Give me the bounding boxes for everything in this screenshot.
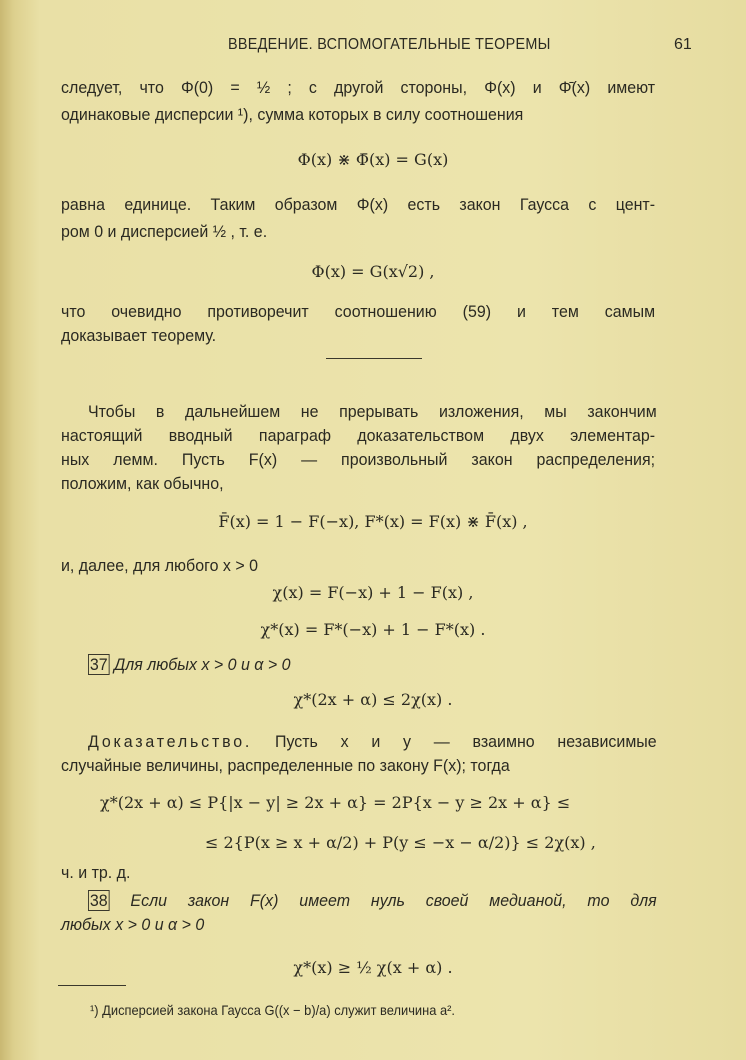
theorem-number: 38 [89, 891, 108, 910]
text-line: настоящий вводный параграф доказательством двух элементар- [61, 426, 656, 445]
equation: χ*(2x + α) ≤ 2χ(x) . [293, 690, 453, 709]
equation: χ*(2x + α) ≤ P{|x − y| ≥ 2x + α} = 2P{x − y ≥ 2x + α} ≤ [100, 793, 571, 812]
text-line: и, далее, для любого x > 0 [61, 556, 258, 575]
equation: Φ(x) = G(x√2) , [311, 262, 435, 281]
equation: χ*(x) = F*(−x) + 1 − F*(x) . [260, 620, 486, 639]
theorem-number: 37 [89, 655, 108, 674]
equation: Φ(x) ⋇ Φ̄(x) = G(x) [297, 150, 449, 169]
running-title: ВВЕДЕНИЕ. ВСПОМОГАТЕЛЬНЫЕ ТЕОРЕМЫ [228, 36, 551, 53]
text-line: ром 0 и дисперсией ½ , т. е. [61, 222, 268, 241]
theorem-38 [88, 891, 657, 911]
text-line: одинаковые дисперсии ¹), сумма которых в силу соотношения [61, 105, 524, 124]
theorem-text: Если закон F(x) имеет нуль своей медианой, то для [130, 891, 657, 910]
text-line: положим, как обычно, [61, 474, 224, 493]
text-line: доказывает теорему. [61, 326, 217, 345]
text-line: ных лемм. Пусть F(x) — произвольный закон распределения; [61, 450, 656, 469]
equation: χ*(x) ≥ ½ χ(x + α) . [293, 958, 453, 977]
text-line: следует, что Φ(0) = ½ ; с другой стороны, Φ(x) и Φ̄(x) имеют [61, 78, 656, 97]
section-divider [326, 358, 422, 359]
proof-text: Пусть x и y — взаимно независимые [274, 732, 657, 751]
equation: χ(x) = F(−x) + 1 − F(x) , [272, 583, 474, 602]
text-line: Чтобы в дальнейшем не прерывать изложения, мы закончим [88, 402, 657, 421]
text-line: случайные величины, распределенные по закону F(x); тогда [61, 756, 510, 775]
equation: F̄(x) = 1 − F(−x), F*(x) = F(x) ⋇ F̄(x) , [218, 512, 528, 531]
text-line: равна единице. Таким образом Φ(x) есть закон Гаусса с цент- [61, 195, 656, 214]
theorem-37 [88, 655, 657, 675]
text-line: любых x > 0 и α > 0 [61, 915, 205, 934]
text-line: ч. и тр. д. [61, 863, 131, 882]
proof-label: Доказательство. [88, 732, 253, 751]
text-line: что очевидно противоречит соотношению (59) и тем самым [61, 302, 656, 321]
footnote-rule [58, 985, 126, 986]
footnote: ¹) Дисперсией закона Гаусса G((x − b)/a) служит величина a². [90, 1002, 455, 1018]
page-number: 61 [674, 36, 692, 53]
equation: ≤ 2{P(x ≥ x + α/2) + P(y ≤ −x − α/2)} ≤ 2χ(x) , [205, 833, 596, 852]
theorem-text: Для любых x > 0 и α > 0 [113, 655, 291, 674]
proof-line [88, 732, 657, 752]
